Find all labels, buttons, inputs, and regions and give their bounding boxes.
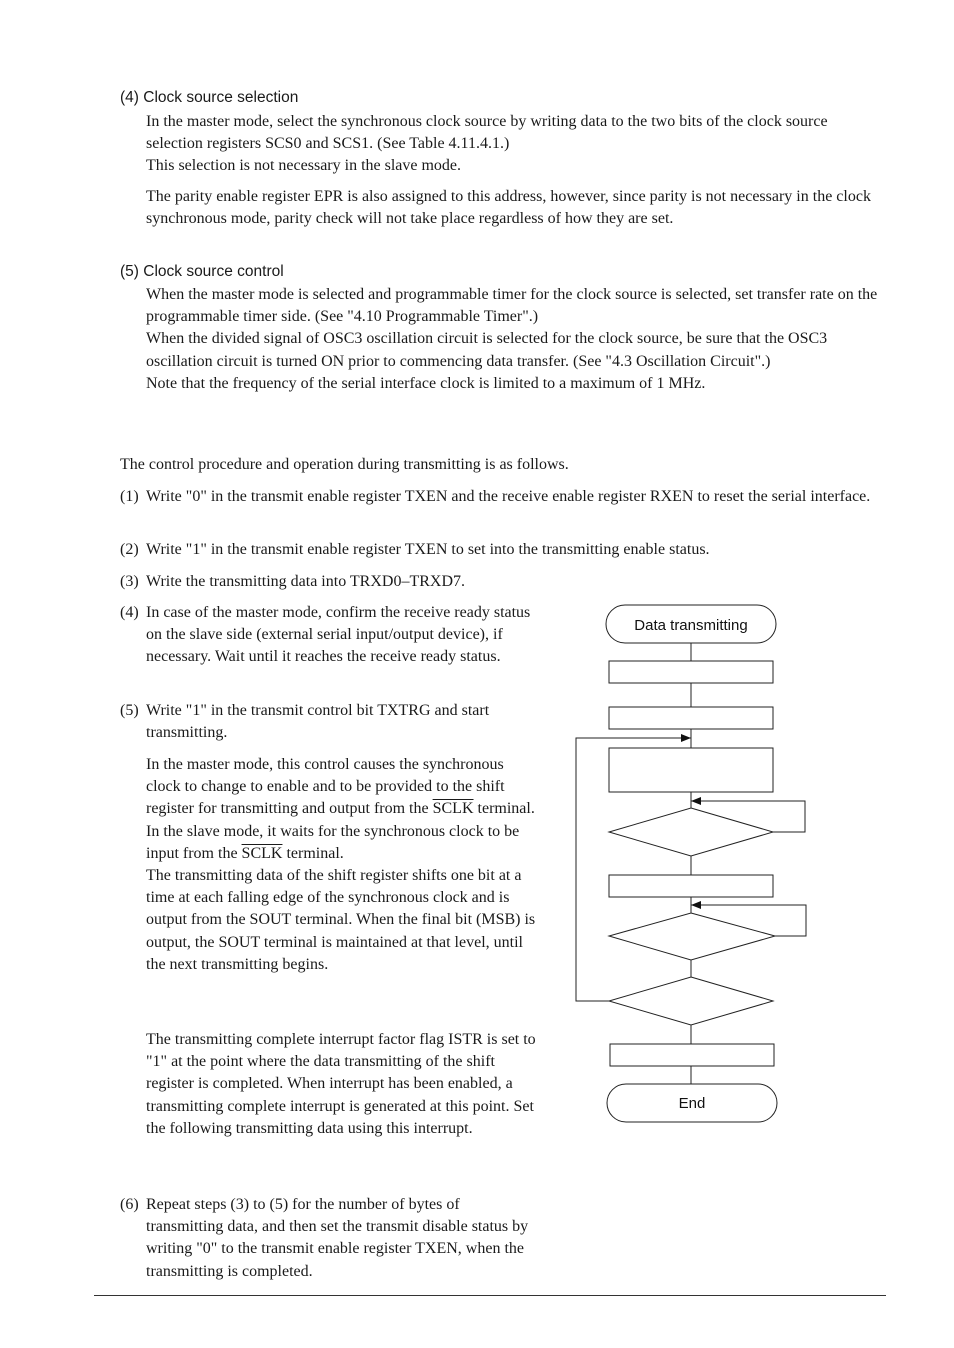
- procedure-intro: The control procedure and operation during transmitting is as follows.: [120, 456, 569, 473]
- process-box-1: [609, 661, 773, 683]
- process-box-2: [609, 707, 773, 729]
- step-text: Write "1" in the transmit control bit TXTRG and start transmitting.: [146, 702, 490, 742]
- step-text: Repeat steps (3) to (5) for the number of bytes of transmitting data, and then set the transmit disable status by writing "0" to the transmit enable register TXEN, when the transmitting is completed.: [146, 1196, 529, 1280]
- process-box-4: [609, 875, 773, 897]
- clock-source-selection-text: [146, 111, 886, 178]
- text: terminal.: [286, 844, 344, 862]
- step-number: (5): [120, 702, 139, 719]
- clock-source-control-text: [146, 284, 886, 395]
- end-label: End: [678, 1095, 706, 1112]
- step-text: Write the transmitting data into TRXD0–TRXD7.: [146, 573, 466, 590]
- sclk-terminal: SCLK: [241, 844, 283, 862]
- paragraph: This selection is not necessary in the slave mode.: [146, 157, 462, 175]
- step-number: (3): [120, 573, 139, 590]
- step-text: Write "1" in the transmit enable register TXEN to set into the transmitting enable status.: [146, 541, 710, 558]
- text: terminal.: [477, 800, 535, 818]
- sclk-terminal: SCLK: [432, 800, 474, 818]
- step-number: (6): [120, 1196, 139, 1213]
- step-number: (2): [120, 541, 139, 558]
- shift-text: The transmitting data of the shift register shifts one bit at a time at each falling edge of the synchronous clock and is output from the SOUT terminal. When the final bit (MSB) is output, the SOUT terminal is maintained at that level, until the next transmitting begins.: [146, 867, 536, 973]
- paragraph: In the master mode, select the synchronous clock source by writing data to the two bits of the clock source selection registers SCS0 and SCS1. (See Table 4.11.4.1.): [146, 113, 828, 153]
- slave-mode-text: [146, 821, 538, 865]
- step-5-detail-interrupt: The transmitting complete interrupt factor flag ISTR is set to "1" at the point where the data transmitting of the shift register is completed. When interrupt has been enabled, a transmitting complete interrupt is generated at this point. Set the following transmitting data using this interrupt.: [146, 1031, 536, 1137]
- process-box-5: [610, 1044, 774, 1066]
- paragraph: When the divided signal of OSC3 oscillation circuit is selected for the clock source, be sure that the OSC3 oscillation circuit is turned ON prior to commencing data transfer. (See "4.3 Oscillation Circuit".): [146, 330, 828, 370]
- decision-diamond-3: [609, 977, 773, 1025]
- page-footer-rule: [94, 1295, 886, 1296]
- transmit-flowchart: [560, 590, 820, 1135]
- clock-source-selection-heading: (4) Clock source selection: [120, 89, 299, 106]
- text: In the slave mode, it waits for the synchronous clock to be input from the: [146, 822, 520, 862]
- paragraph: Note that the frequency of the serial interface clock is limited to a maximum of 1 MHz.: [146, 374, 706, 392]
- start-label: Data transmitting: [634, 617, 748, 634]
- decision-diamond-2: [609, 913, 775, 960]
- text: In the master mode, this control causes the synchronous clock to change to enable and to be provided to the shift register for transmitting and output from the: [146, 756, 505, 818]
- step-5-detail-modes: [146, 754, 538, 976]
- decision-diamond-1: [609, 808, 773, 856]
- step-text: In case of the master mode, confirm the receive ready status on the slave side (external serial input/output device), if necessary. Wait until it reaches the receive ready status.: [146, 604, 531, 666]
- step-number: (4): [120, 604, 139, 621]
- parity-note: The parity enable register EPR is also assigned to this address, however, since parity is not necessary in the clock synchronous mode, parity check will not take place regardless of how they are set.: [146, 188, 871, 228]
- clock-source-control-heading: (5) Clock source control: [120, 263, 284, 280]
- master-mode-text: [146, 754, 538, 821]
- step-text: Write "0" in the transmit enable register TXEN and the receive enable register RXEN to reset the serial interface.: [146, 488, 871, 505]
- step-number: (1): [120, 488, 139, 505]
- process-box-3: [609, 748, 773, 792]
- paragraph: When the master mode is selected and programmable timer for the clock source is selected, set transfer rate on the programmable timer side. (See "4.10 Programmable Timer".): [146, 286, 878, 326]
